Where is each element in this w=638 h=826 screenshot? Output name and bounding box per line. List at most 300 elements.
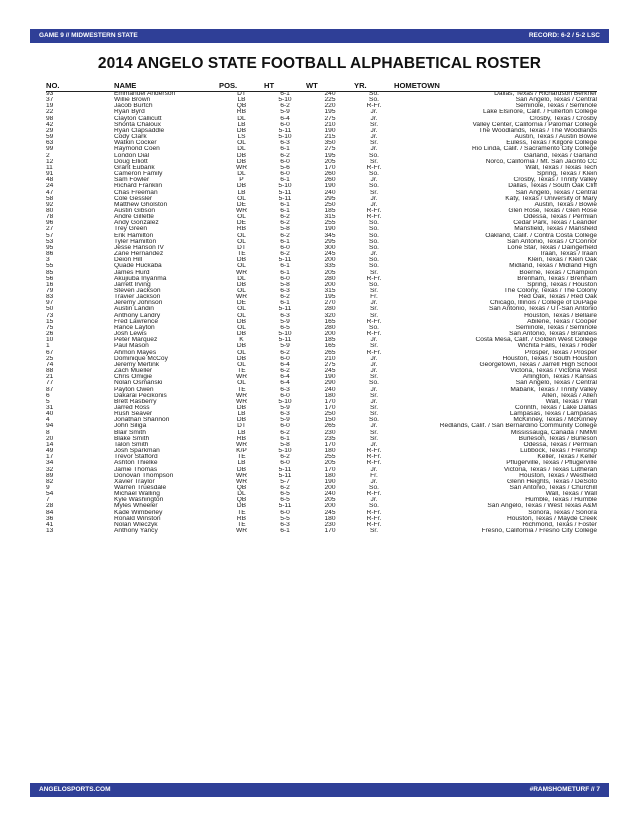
player-weight: 170 [324,528,336,535]
player-hometown: Mabank, Texas / Trinity Valley [510,386,597,393]
player-position: DB [236,417,247,424]
player-number: 56 [46,275,54,282]
player-year: Sr. [369,429,379,436]
player-number: 89 [46,472,54,479]
player-position: DB [236,281,247,288]
player-weight: 170 [324,466,336,473]
player-height: 6-0 [280,460,290,467]
player-year: Fr. [370,294,378,301]
player-name: Shonta Chaloux [114,121,161,128]
player-year: Jr. [370,355,378,362]
player-year: Sr. [369,140,379,147]
player-name: Nolan Wleczyk [114,521,158,528]
player-name: Dominique McCoy [114,355,168,362]
player-number: 55 [46,263,54,270]
player-name: Clayton Callicutt [114,115,162,122]
player-name: Trey Green [114,226,148,233]
player-year: So. [369,232,379,239]
player-number: 73 [46,312,54,319]
player-height: 6-5 [280,497,290,504]
player-year: So. [369,91,379,97]
player-year: Sr. [369,121,379,128]
player-height: 6-4 [280,374,290,381]
player-year: R-Fr. [366,207,382,214]
player-position: DB [236,404,247,411]
player-position: OL [237,288,246,294]
player-position: OL [237,232,246,239]
player-number: 94 [46,423,54,430]
player-height: 5-11 [278,306,292,313]
player-year: R-Fr. [366,275,382,282]
player-name: Xavier Traylor [114,478,155,485]
player-hometown: Glen Rose, Texas / Glen Rose [508,207,597,214]
player-position: DL [237,491,246,498]
col-header-name: NAME [114,81,137,90]
player-number: 41 [46,521,54,528]
player-hometown: San Antonio, Texas / Brandeis [509,331,597,338]
player-position: DT [237,244,246,251]
player-height: 6-4 [280,380,290,387]
player-hometown: Sonora, Texas / Sonora [528,509,597,516]
player-name: Brett Rasberry [114,398,157,405]
player-year: So. [369,152,379,159]
col-header-yr: YR. [354,81,367,90]
player-weight: 165 [324,318,336,325]
player-hometown: Katy, Texas / University of Mary [505,195,597,202]
player-position: TE [237,509,246,516]
player-position: WR [236,472,247,479]
player-year: Sr. [369,528,379,535]
player-height: 6-1 [280,91,290,97]
player-number: 28 [46,503,54,510]
player-name: Ryan Byrd [114,109,145,116]
player-weight: 185 [324,337,336,344]
player-hometown: Prosper, Texas / Prosper [524,349,597,356]
player-position: TE [237,521,246,528]
player-year: So. [369,238,379,245]
player-name: Andy Gonzalez [114,220,159,227]
player-name: Anthony Yancy [114,528,158,535]
player-year: So. [369,503,379,510]
player-number: 3 [46,257,50,264]
player-hometown: Humble, Texas / Humble [525,497,597,504]
player-position: LB [237,121,246,128]
player-name: Jarrett Irving [114,281,151,288]
player-weight: 205 [324,269,336,276]
footer-bar [30,783,609,797]
player-number: 7 [46,497,50,504]
player-height: 6-2 [280,454,290,461]
player-weight: 190 [324,374,336,381]
player-position: LB [237,189,246,196]
player-position: DT [237,91,246,97]
player-position: TE [237,454,246,461]
player-position: WR [236,392,247,399]
player-weight: 280 [324,324,336,331]
player-name: Kade Wimberley [114,509,163,516]
player-height: 5-10 [278,134,292,141]
col-header-hometown: HOMETOWN [394,81,440,90]
player-weight: 335 [324,263,336,270]
player-height: 6-0 [280,171,290,178]
player-name: Jesse Hanson IV [114,244,164,251]
player-weight: 230 [324,429,336,436]
player-year: So. [369,263,379,270]
player-position: DL [237,171,246,178]
player-number: 8 [46,429,50,436]
player-weight: 280 [324,275,336,282]
player-name: Anthony Landry [114,312,161,319]
player-height: 5-5 [280,515,290,522]
player-hometown: Red Oak, Texas / Red Oak [518,294,597,301]
player-height: 5-9 [280,109,290,116]
roster-header-row [46,81,597,91]
player-hometown: McKinney, Texas / McKinney [513,417,597,424]
player-height: 6-3 [280,288,290,294]
player-height: 6-1 [280,269,290,276]
player-year: Sr. [369,392,379,399]
player-weight: 345 [324,232,336,239]
player-hometown: Wichita Falls, Texas / Rider [517,343,597,350]
col-header-no: NO. [46,81,60,90]
player-hometown: Wall, Texas / Texas Tech [525,164,597,171]
player-hometown: Georgetown, Texas / Jarrell High School [479,361,597,368]
player-height: 6-2 [280,368,290,375]
player-position: RB [236,435,247,442]
player-height: 6-2 [280,220,290,227]
player-name: Zane Hernandez [114,251,164,258]
player-number: 59 [46,134,54,141]
player-weight: 225 [324,97,336,104]
player-number: 57 [46,232,54,239]
player-number: 37 [46,97,54,104]
player-year: R-Fr. [366,103,382,110]
player-height: 6-2 [280,294,290,301]
player-weight: 260 [324,177,336,184]
player-position: OL [237,195,246,202]
player-weight: 190 [324,478,336,485]
player-name: Josh Lewis [114,331,147,338]
player-height: 5-8 [280,226,290,233]
player-number: 80 [46,207,54,214]
player-year: R-Fr. [366,318,382,325]
player-year: So. [369,220,379,227]
player-year: Sr. [369,411,379,418]
player-height: 6-1 [280,207,290,214]
player-number: 40 [46,411,54,418]
player-height: 6-4 [280,115,290,122]
player-position: DB [236,158,247,165]
player-hometown: The Woodlands, Texas / The Woodlands [478,127,597,134]
player-year: Jr. [370,478,378,485]
player-weight: 275 [324,146,336,153]
player-name: Watkin Cocker [114,140,157,147]
player-name: Akujiuba Inyanma [114,275,167,282]
player-position: DB [236,343,247,350]
player-weight: 295 [324,238,336,245]
player-year: R-Fr. [366,349,382,356]
player-height: 6-3 [280,140,290,147]
player-height: 5-10 [278,398,292,405]
player-hometown: San Angelo, Texas / Central [515,97,597,104]
player-year: Jr. [370,466,378,473]
player-weight: 245 [324,509,336,516]
player-position: K/P [236,448,247,455]
player-position: DB [236,183,247,190]
player-position: TE [237,386,246,393]
col-header-pos: POS. [219,81,238,90]
player-year: R-Fr. [366,491,382,498]
player-position: P [239,177,244,184]
player-weight: 350 [324,140,336,147]
player-height: 6-0 [280,158,290,165]
player-hometown: Seminole, Texas / Seminole [515,103,597,110]
player-position: K [239,337,244,344]
player-name: Cameron Family [114,171,163,178]
player-weight: 220 [324,103,336,110]
player-position: DL [237,275,246,282]
player-height: 6-1 [280,300,290,307]
player-year: R-Fr. [366,214,382,221]
player-hometown: Victoria, Texas / Texas Lutheran [503,466,597,473]
player-number: 11 [46,164,53,171]
player-height: 6-1 [280,263,290,270]
player-weight: 210 [324,355,336,362]
player-hometown: Houston, Texas / Westfield [519,472,597,479]
player-hometown: Odessa, Texas / Permian [523,214,597,221]
player-number: 77 [46,380,54,387]
player-name: Deion Hill [114,257,143,264]
player-hometown: Victoria, Texas / Victoria West [510,368,597,375]
player-position: LS [237,134,246,141]
player-name: Trevor Stafford [114,454,158,461]
player-name: Donovan Thompson [114,472,174,479]
player-position: WR [236,294,247,301]
player-number: 98 [46,115,54,122]
player-name: Matthew Gholston [114,201,168,208]
player-hometown: Spring, Texas / Houston [527,281,597,288]
player-year: Sr. [369,158,379,165]
player-number: 86 [46,251,54,258]
player-weight: 255 [324,454,336,461]
player-weight: 295 [324,195,336,202]
player-number: 6 [46,392,50,399]
player-hometown: Chicago, Illinois / College of DuPage [489,300,597,307]
player-year: R-Fr. [366,515,382,522]
player-number: 47 [46,189,54,196]
player-position: DT [237,423,246,430]
player-position: DE [236,300,247,307]
player-height: 6-5 [280,491,290,498]
player-weight: 255 [324,220,336,227]
player-height: 5-11 [278,127,292,134]
player-height: 6-2 [280,251,290,258]
player-hometown: Garland, Texas / Garland [523,152,597,159]
player-name: Jacob Burtch [114,103,153,110]
player-height: 5-7 [280,478,290,485]
player-name: Sam Fowler [114,177,150,184]
player-number: 87 [46,386,54,393]
player-name: Andre Gillette [114,214,154,221]
player-weight: 290 [324,380,336,387]
player-year: R-Fr. [366,460,382,467]
player-hometown: Glenn Heights, Texas / DeSoto [506,478,597,485]
player-name: Payton Owen [114,386,154,393]
player-weight: 170 [324,404,336,411]
player-height: 6-5 [280,324,290,331]
player-name: Quade Huckaba [114,263,162,270]
player-weight: 230 [324,521,336,528]
player-weight: 240 [324,386,336,393]
player-position: DB [236,503,247,510]
player-hometown: Euless, Texas / Kilgore College [506,140,597,147]
player-position: TE [237,251,246,258]
player-number: 49 [46,448,54,455]
player-hometown: Boerne, Texas / Champion [519,269,597,276]
player-hometown: Odessa, Texas / Permian [523,441,597,448]
player-hometown: Crosby, Texas / Crosby [529,115,597,122]
player-number: 95 [46,244,54,251]
page-tag-label: #RAMSHOMETURF // 7 [529,786,600,793]
player-weight: 200 [324,503,336,510]
player-weight: 265 [324,349,336,356]
player-name: Austin Gibson [114,207,156,214]
player-name: Jeremy Mertink [114,361,160,368]
player-name: Ronald Winston [114,515,161,522]
player-name: Ryan Clapsaddle [114,127,165,134]
player-hometown: Allen, Texas / Allen [541,392,597,399]
player-weight: 180 [324,448,336,455]
player-number: 16 [46,281,54,288]
player-name: Grant Eubank [114,164,155,171]
player-name: John Siliga [114,423,147,430]
player-height: 5-6 [280,164,290,171]
player-year: So. [369,97,379,104]
player-name: Josh Sparkman [114,448,160,455]
player-position: DB [236,331,247,338]
player-hometown: Midland, Texas / Midland High [509,263,597,270]
player-year: Sr. [369,189,379,196]
player-year: R-Fr. [366,509,382,516]
player-number: 15 [46,318,54,325]
player-position: OL [237,214,246,221]
player-weight: 260 [324,171,336,178]
player-name: Cole Gessler [114,195,153,202]
player-weight: 185 [324,207,336,214]
player-hometown: Fresno, California / Fresno City College [481,528,597,535]
player-height: 6-1 [280,201,290,208]
player-name: London Dial [114,152,150,159]
player-height: 6-2 [280,485,290,491]
player-hometown: San Angelo, Texas / West Texas A&M [487,503,597,510]
roster-table [46,81,597,534]
player-name: Nolan Osmanski [114,380,163,387]
player-position: WR [236,207,247,214]
player-height: 5-11 [278,472,292,479]
player-year: R-Fr. [366,164,382,171]
player-hometown: Rio Linda, Calif. / Sacramento City College [472,146,597,153]
player-height: 5-10 [278,97,292,104]
player-position: DB [236,466,247,473]
player-year: Fr. [370,472,378,479]
player-position: DB [236,152,247,159]
player-number: 36 [46,515,54,522]
player-number: 54 [46,491,54,498]
player-year: R-Fr. [366,454,382,461]
player-height: 5-11 [278,503,292,510]
player-weight: 195 [324,152,336,159]
player-number: 27 [46,226,54,233]
player-name: Blair Smith [114,429,146,436]
player-hometown: Seminole, Texas / Seminole [515,324,597,331]
player-name: Blake Smith [114,435,150,442]
player-weight: 270 [324,300,336,307]
player-weight: 190 [324,183,336,190]
player-height: 6-1 [280,435,290,442]
player-position: DB [236,257,247,264]
player-number: 83 [46,294,54,301]
player-number: 32 [46,466,54,473]
roster-body [46,91,597,534]
player-hometown: Crosby, Texas / Trinity Valley [513,177,597,184]
player-weight: 205 [324,460,336,467]
game-label: GAME 9 // MIDWESTERN STATE [39,32,138,39]
player-position: LB [237,460,246,467]
player-name: Doug Elliott [114,158,148,165]
player-year: Jr. [370,386,378,393]
player-year: Jr. [370,195,378,202]
player-position: DB [236,127,247,134]
player-hometown: Mississauga, Canada / NMMI [510,429,597,436]
player-year: Sr. [369,306,379,313]
player-weight: 300 [324,244,336,251]
player-number: 34 [46,460,54,467]
player-height: 6-0 [280,392,290,399]
player-hometown: Richmond, Texas / Foster [522,521,597,528]
col-header-wt: WT [306,81,318,90]
player-number: 67 [46,349,54,356]
player-weight: 315 [324,214,336,221]
player-position: QB [236,497,247,504]
player-height: 5-11 [278,257,292,264]
player-weight: 200 [324,331,336,338]
player-height: 6-2 [280,349,290,356]
player-hometown: Iraan, Texas / Iraan [540,251,597,258]
player-position: DE [236,220,247,227]
player-number: 12 [46,158,54,165]
player-hometown: Lake Elsinore, Calif. / Fullerton College [483,109,597,116]
player-number: 22 [46,109,54,116]
player-weight: 250 [324,201,336,208]
player-name: Rance Layton [114,324,155,331]
player-number: 21 [46,374,54,381]
player-hometown: Lampasas, Texas / Lampasas [509,411,597,418]
player-height: 6-1 [280,528,290,535]
player-year: So. [369,485,379,491]
player-position: TE [237,368,246,375]
player-position: OL [237,349,246,356]
player-position: OL [237,140,246,147]
player-height: 6-0 [280,275,290,282]
player-number: 5 [46,398,50,405]
col-header-ht: HT [264,81,275,90]
player-name: Austin Landin [114,306,154,313]
player-name: Jonathan Shannon [114,417,170,424]
player-number: 2 [46,152,50,159]
player-weight: 190 [324,127,336,134]
player-weight: 245 [324,251,336,258]
player-number: 82 [46,478,54,485]
